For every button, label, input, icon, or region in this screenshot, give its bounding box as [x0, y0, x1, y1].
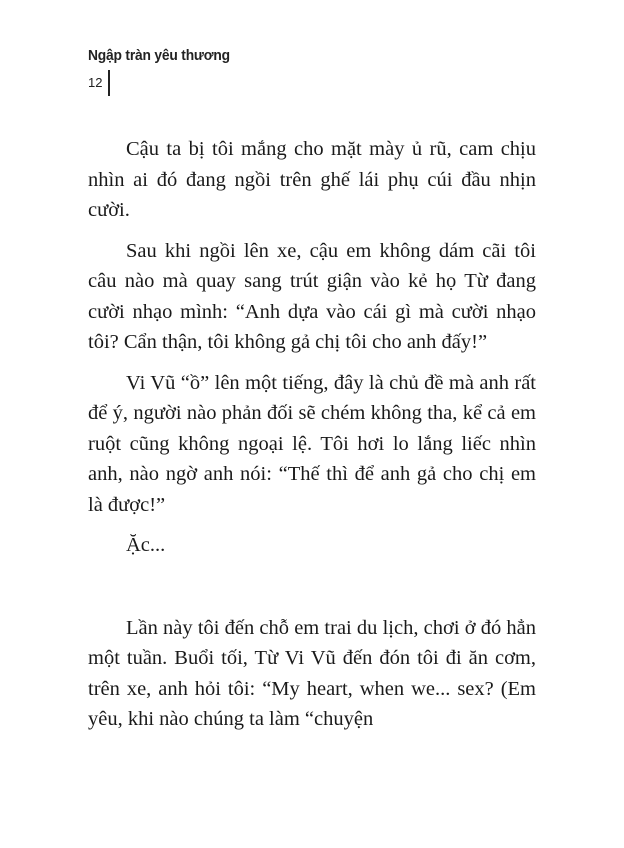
paragraph: Ặc...	[126, 534, 166, 556]
paragraph: Vi Vũ “ồ” lên một tiếng, đây là chủ đề mà anh rất để ý, người nào phản đối sẽ chém không tha, kể cả em ruột cũng không ngoại lệ. Tôi hơi lo lắng liếc nhìn anh, nào ngờ anh nói: “Thế thì để anh gả cho chị em là được!”	[88, 371, 536, 516]
header-rule	[108, 70, 110, 96]
paragraph: Cậu ta bị tôi mắng cho mặt mày ủ rũ, cam chịu nhìn ai đó đang ngồi trên ghế lái phụ cúi đầu nhịn cười.	[88, 138, 536, 221]
paragraph: Lần này tôi đến chỗ em trai du lịch, chơi ở đó hẳn một tuần. Buổi tối, Từ Vi Vũ đến đón tôi đi ăn cơm, trên xe, anh hỏi tôi: “My heart, when we... sex? (Em yêu, khi nào chúng ta làm “chuyện	[88, 616, 536, 730]
paragraph: Sau khi ngồi lên xe, cậu em không dám cãi tôi câu nào mà quay sang trút giận vào kẻ họ Từ đang cười nhạo mình: “Anh dựa vào cái gì mà cười nhạo tôi? Cẩn thận, tôi không gả chị tôi cho anh đấy!”	[88, 239, 536, 353]
book-title: Ngập tràn yêu thương	[88, 47, 230, 64]
body-text	[88, 134, 536, 735]
page-number: 12	[88, 75, 103, 90]
